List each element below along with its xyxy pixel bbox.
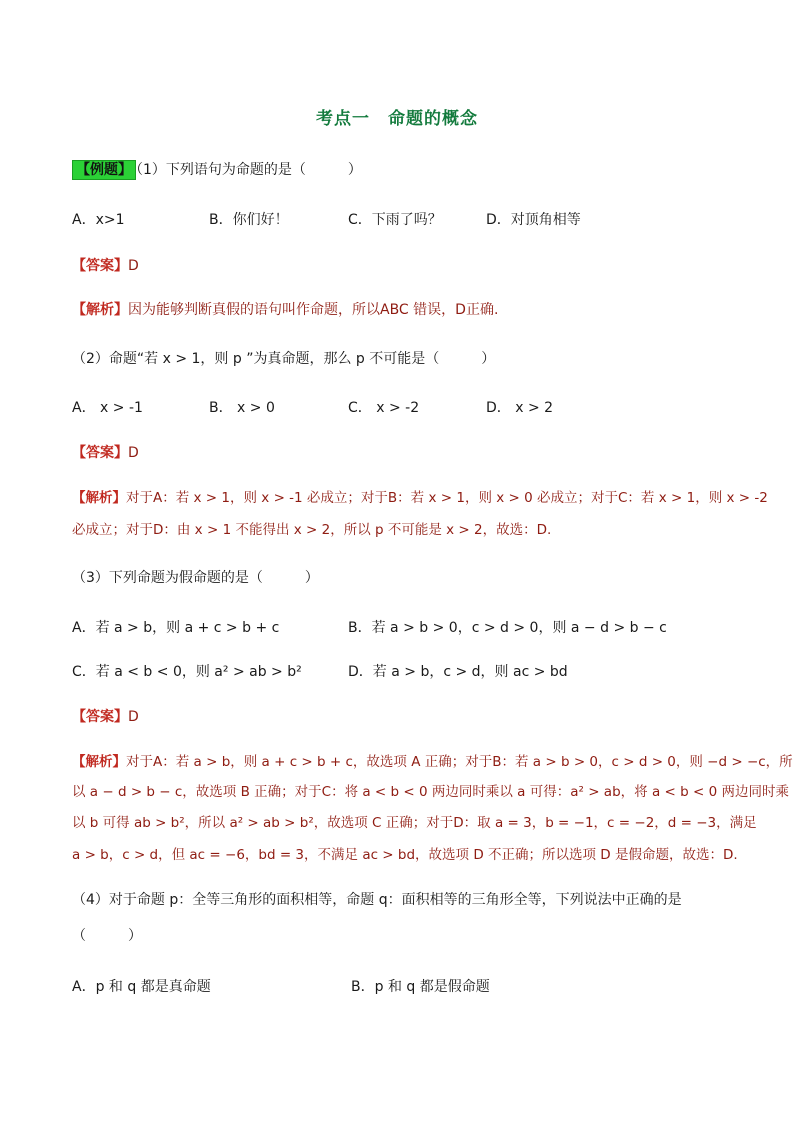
q4-stem-line-1: （4）对于命题 p：全等三角形的面积相等，命题 q：面积相等的三角形全等，下列说法中正确的是 bbox=[72, 892, 682, 908]
q1-stem-line bbox=[72, 160, 732, 180]
q2-stem: （2）命题“若 x > 1，则 p ”为真命题，那么 p 不可能是（ ） bbox=[72, 351, 496, 367]
answer-tag: 【答案】 bbox=[72, 258, 128, 274]
q3-option-a: A．若 a > b，则 a + c > b + c bbox=[72, 620, 280, 636]
q2-option-a: A． x > -1 bbox=[72, 400, 143, 416]
q2-analysis-line-2: 必成立；对于D：由 x > 1 不能得出 x > 2，所以 p 不可能是 x > 2，故选：D. bbox=[72, 522, 552, 538]
q1-option-d: D．对顶角相等 bbox=[486, 212, 581, 228]
q2-answer-value: D bbox=[128, 445, 139, 461]
q1-answer bbox=[72, 256, 732, 276]
q4-option-a: A．p 和 q 都是真命题 bbox=[72, 979, 211, 995]
q3-stem: （3）下列命题为假命题的是（ ） bbox=[72, 570, 319, 586]
q1-answer-value: D bbox=[128, 258, 139, 274]
answer-tag: 【答案】 bbox=[72, 445, 128, 461]
q3-analysis-line-4: a > b，c > d，但 ac = −6，bd = 3，不满足 ac > bd，故选项 D 不正确；所以选项 D 是假命题，故选：D. bbox=[72, 847, 738, 863]
example-tag: 【例题】 bbox=[72, 160, 136, 180]
q1-stem: （1）下列语句为命题的是（ ） bbox=[136, 162, 362, 178]
analysis-tag: 【解析】 bbox=[72, 302, 128, 318]
q3-analysis-line-1 bbox=[72, 752, 793, 772]
q1-option-c: C．下雨了吗？ bbox=[348, 212, 442, 228]
q2-option-d: D． x > 2 bbox=[486, 400, 554, 416]
q1-analysis-text: 因为能够判断真假的语句叫作命题，所以ABC 错误，D正确. bbox=[128, 302, 499, 318]
q3-option-b: B．若 a > b > 0，c > d > 0，则 a − d > b − c bbox=[348, 620, 667, 636]
q2-option-c: C． x > -2 bbox=[348, 400, 420, 416]
q3-answer-value: D bbox=[128, 709, 139, 725]
q2-option-b: B． x > 0 bbox=[209, 400, 275, 416]
q3-analysis-line-2: 以 a − d > b − c，故选项 B 正确；对于C：将 a < b < 0 两边同时乘以 a 可得：a² > ab，将 a < b < 0 两边同时乘 bbox=[72, 784, 789, 800]
q1-option-b: B．你们好！ bbox=[209, 212, 289, 228]
analysis-tag: 【解析】 bbox=[72, 754, 126, 770]
q2-analysis-text-1: 对于A：若 x > 1，则 x > -1 必成立；对于B：若 x > 1，则 x > 0 必成立；对于C：若 x > 1，则 x > -2 bbox=[126, 490, 768, 506]
analysis-tag: 【解析】 bbox=[72, 490, 126, 506]
q1-analysis bbox=[72, 300, 732, 320]
q2-answer bbox=[72, 443, 732, 463]
q3-analysis-text-1: 对于A：若 a > b，则 a + c > b + c，故选项 A 正确；对于B：若 a > b > 0，c > d > 0，则 −d > −c，所 bbox=[126, 754, 793, 770]
q3-analysis-line-3: 以 b 可得 ab > b²，所以 a² > ab > b²，故选项 C 正确；对于D：取 a = 3，b = −1，c = −2，d = −3，满足 bbox=[72, 815, 757, 831]
answer-tag: 【答案】 bbox=[72, 709, 128, 725]
q1-option-a: A．x>1 bbox=[72, 212, 125, 228]
q3-option-d: D．若 a > b，c > d，则 ac > bd bbox=[348, 664, 568, 680]
q3-answer bbox=[72, 707, 732, 727]
q2-analysis-line-1 bbox=[72, 488, 768, 508]
q3-option-c: C．若 a < b < 0，则 a² > ab > b² bbox=[72, 664, 302, 680]
page-title: 考点一 命题的概念 bbox=[316, 109, 478, 129]
q4-stem-line-2: （ ） bbox=[72, 928, 142, 944]
q4-option-b: B．p 和 q 都是假命题 bbox=[351, 979, 490, 995]
